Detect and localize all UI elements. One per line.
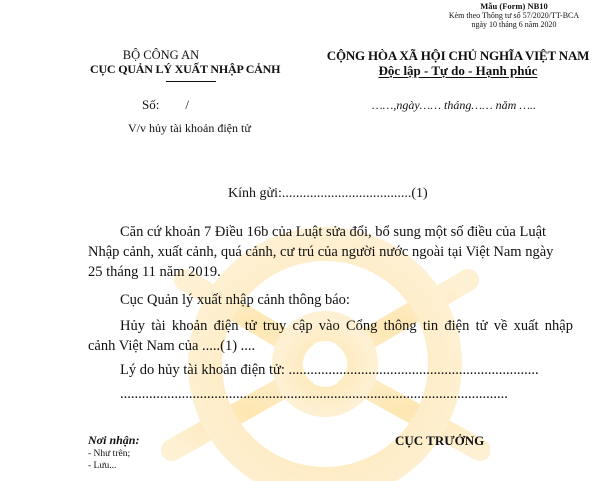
issuing-agency-header [90,48,281,76]
body-paragraph-3-line-1: Hủy tài khoản điện tử truy cập vào Cổng thông tin điện tử về xuất nhập [120,318,573,334]
form-code-block [420,2,608,29]
document-number-label: Số: [142,97,160,112]
body-paragraph-1-line-3: 25 tháng 11 năm 2019. [88,264,221,280]
body-paragraph-2: Cục Quản lý xuất nhập cảnh thông báo: [120,292,350,308]
signatory-title: CỤC TRƯỞNG [395,433,485,448]
ministry-name: BỘ CÔNG AN [122,48,200,62]
form-code-reference: Kèm theo Thông tư số 57/2020/TT-BCA [448,11,580,20]
document-number [142,97,189,113]
department-name: CỤC QUẢN LÝ XUẤT NHẬP CẢNH [90,62,281,76]
cancellation-reason-continuation: ........................................................................................................... [120,386,508,402]
form-code-date: ngày 10 tháng 6 năm 2020 [471,20,557,29]
form-code-title: Mẫu (Form) NB10 [480,1,548,11]
agency-underline-divider [166,81,216,82]
national-header [308,48,608,78]
nation-title: CỘNG HÒA XÃ HỘI CHỦ NGHĨA VIỆT NAM [326,48,590,63]
document-subject: V/v hủy tài khoản điện tử [128,121,251,135]
salutation: Kính gửi:.....................................(1) [228,186,428,201]
body-paragraph-1-line-2: Nhập cảnh, xuất cảnh, quá cảnh, cư trú của người nước ngoài tại Việt Nam ngày [88,244,554,260]
recipient-item: - Như trên; [88,449,131,459]
date-line: ……,ngày…… tháng…… năm ….. [372,98,537,112]
document-number-slash: / [185,97,189,112]
cancellation-reason-line: Lý do hủy tài khoản điện tử: ..................................................................... [120,362,539,378]
recipient-item: - Lưu... [88,461,117,471]
recipients-title: Nơi nhận: [88,433,140,447]
body-paragraph-1-line-1: Căn cứ khoản 7 Điều 16b của Luật sửa đổi, bổ sung một số điều của Luật [120,224,547,240]
national-motto: Độc lập - Tự do - Hạnh phúc [378,63,538,78]
body-paragraph-3-line-2: cảnh Việt Nam của .....(1) .... [88,338,256,354]
